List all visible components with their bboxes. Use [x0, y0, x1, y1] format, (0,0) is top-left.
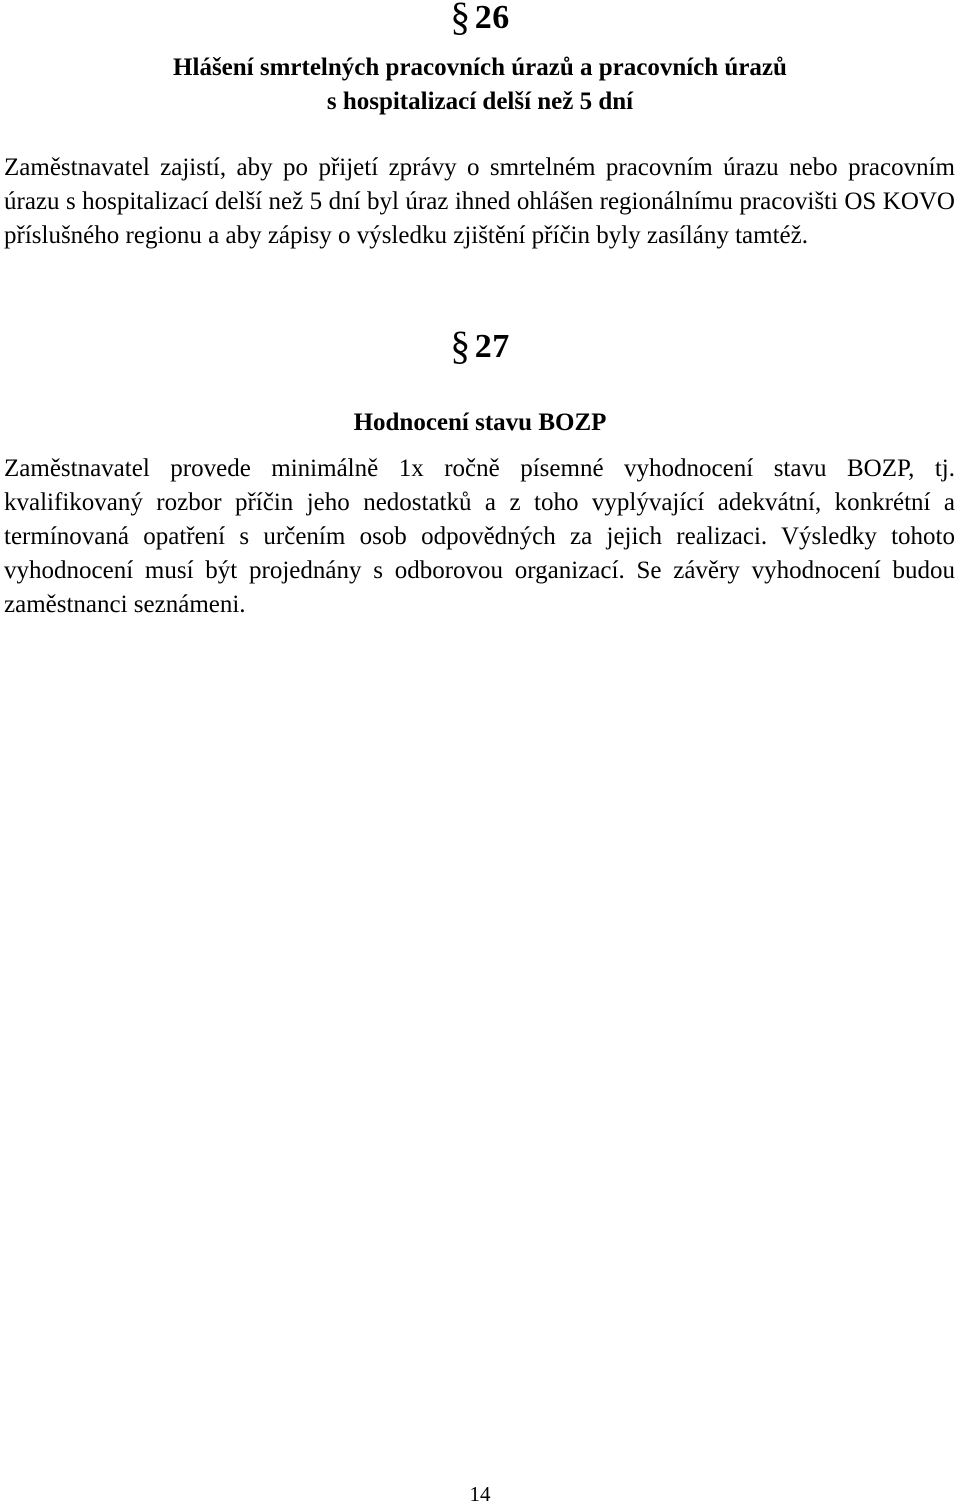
section-26-number [0, 0, 960, 39]
section-symbol: § [450, 0, 471, 39]
page-number: 14 [469, 1482, 491, 1506]
section-symbol: § [450, 323, 471, 368]
section-26-body: Zaměstnavatel zajistí, aby po přijetí zprávy o smrtelném pracovním úrazu nebo pracovním úrazu s hospitalizací delší než 5 dní byl úraz ihned ohlášen regionálnímu pracovišti OS KOVO příslušného regionu a aby zápisy o výsledku zjištění příčin byly zasílány tamtéž. [4, 154, 955, 249]
section-27-title: Hodnocení stavu BOZP [353, 409, 607, 436]
section-number-text: 26 [474, 0, 510, 36]
section-26-title-line-2: s hospitalizací delší než 5 dní [326, 88, 634, 115]
section-27-number [0, 323, 960, 368]
section-number-text: 27 [474, 328, 510, 365]
section-26-title-line-1: Hlášení smrtelných pracovních úrazů a pracovních úrazů [173, 54, 787, 81]
section-27-body: Zaměstnavatel provede minimálně 1x ročně písemné vyhodnocení stavu BOZP, tj. kvalifikovaný rozbor příčin jeho nedostatků a z toho vyplývající adekvátní, konkrétní a termínovaná opatření s určením osob odpovědných za jejich realizaci. Výsledky tohoto vyhodnocení musí být projednány s odborovou organizací. Se závěry vyhodnocení budou zaměstnanci seznámeni. [4, 455, 955, 618]
